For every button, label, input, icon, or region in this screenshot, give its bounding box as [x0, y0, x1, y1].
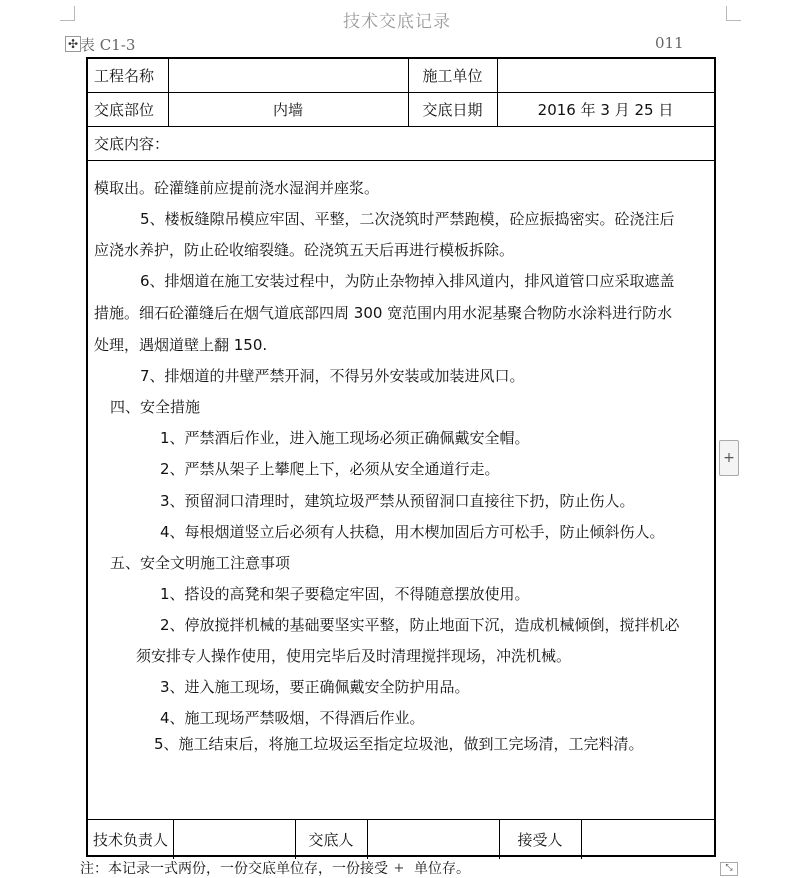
tech-lead-field[interactable]: [173, 820, 295, 858]
content-line: 应浇水养护，防止砼收缩裂缝。砼浇筑五天后再进行模板拆除。: [94, 241, 515, 259]
content-line: 2、停放搅拌机械的基础要坚实平整，防止地面下沉，造成机械倾倒，搅拌机必: [160, 616, 680, 634]
handover-field[interactable]: [367, 820, 499, 858]
content-line: 处理，遇烟道壁上翻 150.: [94, 336, 268, 354]
content-line: 6、排烟道在施工安装过程中，为防止杂物掉入排风道内，排风道管口应采取遮盖: [140, 272, 675, 290]
section-heading: 四、安全措施: [110, 398, 201, 416]
construction-unit-field[interactable]: [497, 59, 714, 92]
content-line: 3、进入施工现场，要正确佩戴安全防护用品。: [160, 678, 470, 696]
page-number: 011: [655, 34, 684, 52]
date-field[interactable]: 2016 年 3 月 25 日: [537, 101, 674, 119]
add-column-plus-icon[interactable]: +: [719, 440, 739, 476]
section-heading: 五、安全文明施工注意事项: [110, 554, 291, 572]
content-line: 模取出。砼灌缝前应提前浇水湿润并座浆。: [94, 179, 380, 197]
table-move-handle-icon[interactable]: ✣: [65, 36, 81, 52]
construction-unit-label: 施工单位: [422, 67, 483, 85]
row-divider: [88, 160, 714, 161]
content-line: 3、预留洞口清理时，建筑垃圾严禁从预留洞口直接往下扔，防止伤人。: [160, 492, 635, 510]
form-code: 表 C1-3: [80, 36, 136, 54]
project-name-label: 工程名称: [94, 67, 155, 85]
content-line: 措施。细石砼灌缝后在烟气道底部四周 300 宽范围内用水泥基聚合物防水涂料进行防水: [94, 304, 673, 322]
tech-lead-label: 技术负责人: [92, 830, 168, 849]
record-table: [86, 57, 716, 857]
content-line: 5、楼板缝隙吊模应牢固、平整，二次浇筑时严禁跑模，砼应振捣密实。砼浇注后: [140, 210, 675, 228]
content-line: 2、严禁从架子上攀爬上下，必须从安全通道行走。: [160, 460, 500, 478]
handover-label: 交底人: [308, 830, 354, 849]
resize-handle-icon[interactable]: ⤡: [720, 862, 738, 876]
section-label: 交底部位: [94, 101, 155, 119]
project-name-field[interactable]: [168, 59, 408, 92]
receiver-label: 接受人: [517, 830, 563, 849]
content-line: 4、施工现场严禁吸烟，不得酒后作业。: [160, 709, 425, 727]
content-line: 7、排烟道的井壁严禁开洞，不得另外安装或加装进风口。: [140, 367, 525, 385]
section-field[interactable]: 内墙: [272, 101, 303, 119]
receiver-field[interactable]: [581, 820, 714, 858]
content-label: 交底内容：: [94, 135, 170, 153]
content-line: 1、严禁酒后作业，进入施工现场必须正确佩戴安全帽。: [160, 429, 530, 447]
date-label: 交底日期: [422, 101, 483, 119]
document-title: 技术交底记录: [343, 12, 451, 32]
content-line: 须安排专人操作使用，使用完毕后及时清理搅拌现场，冲洗机械。: [136, 647, 572, 665]
add-row-plus-icon[interactable]: +: [388, 861, 410, 875]
footer-note: [80, 858, 470, 878]
footer-note-text: 注：本记录一式两份，一份交底单位存，一份接受: [80, 861, 388, 877]
content-line: 4、每根烟道竖立后必须有人扶稳，用木楔加固后方可松手，防止倾斜伤人。: [160, 523, 665, 541]
content-line: 1、搭设的高凳和架子要稳定牢固，不得随意摆放使用。: [160, 585, 530, 603]
footer-note-tail: 单位存。: [414, 861, 470, 877]
content-line: 5、施工结束后，将施工垃圾运至指定垃圾池，做到工完场清，工完料清。: [154, 735, 644, 753]
